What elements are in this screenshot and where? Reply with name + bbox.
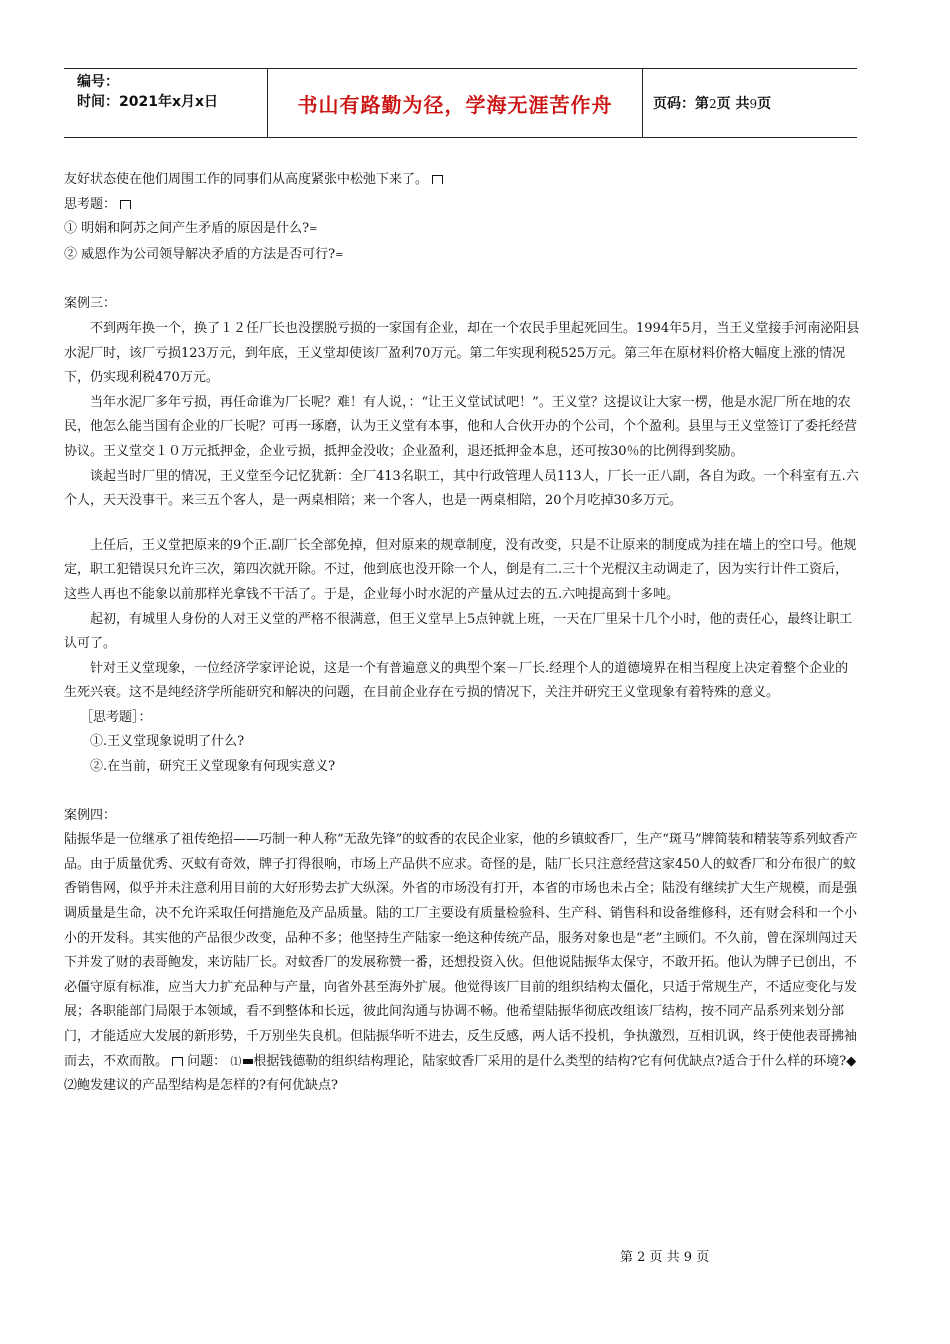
case3-question-title: ［思考题］：	[80, 709, 152, 725]
question-item: ①.王义堂现象说明了什么?	[90, 734, 245, 750]
paragraph: 友好状态使在他们周围工作的同事们从高度紧张中松弛下来了。	[64, 168, 860, 193]
paragraph-mark-icon	[172, 1057, 183, 1066]
serial-label: 编号：	[77, 74, 119, 90]
case3-title: 案例三：	[64, 296, 117, 312]
paragraph: 起初，有城里人身份的人对王义堂的严格不很满意，但王义堂早上5点钟就上班，一天在厂里呆十几个小时，他的责任心，最终让职工认可了。	[64, 611, 853, 652]
paragraph: 谈起当时厂里的情况，王义堂至今记忆犹新：全厂413名职工，其中行政管理人员113人，厂长一正八副，各自为政。一个科室有五.六个人，天天没事干。来三五个客人，是一两桌相陪；来一个客人，也是一两桌相陪，20个月吃掉30多万元。	[64, 468, 859, 509]
question-item: ⑵鲍发建议的产品型结构是怎样的?有何优缺点?	[64, 1078, 338, 1094]
case4-title: 案例四：	[64, 807, 117, 823]
header-page-cell	[643, 69, 857, 137]
paragraph: 不到两年换一个，换了１２任厂长也没摆脱亏损的一家国有企业，却在一个农民手里起死回生。1994年5月，当王义堂接手河南泌阳县水泥厂时，该厂亏损123万元，到年底，王义堂却使该厂盈利70万元。第二年实现利税525万元。第三年在原材料价格大幅度上涨的情况下，仍实现利税470万元。	[64, 320, 860, 386]
question-item: ② 威恩作为公司领导解决矛盾的方法是否可行?=	[64, 246, 344, 262]
header-meta-cell	[64, 69, 268, 137]
page-footer: 第 2 页 共 9 页	[620, 1250, 710, 1265]
header-motto-cell	[268, 69, 643, 137]
paragraph: 上任后，王义堂把原来的9个正.副厂长全部免掉，但对原来的规章制度，没有改变，只是不让原来的制度成为挂在墙上的空口号。他规定，职工犯错误只允许三次，第四次就开除。不过，他到底也没开除一个人，倒是有二.三十个光棍汉主动调走了，因为实行计件工资后，这些人再也不能象以前那样光拿钱不干活了。于是，企业每小时水泥的产量从过去的五.六吨提高到十多吨。	[64, 537, 857, 602]
header-page-number: 页码：第2页 共9页	[653, 96, 772, 112]
paragraph-mark-icon	[432, 175, 443, 184]
paragraph: 当年水泥厂多年亏损，再任命谁为厂长呢？难！有人说，：“让王义堂试试吧！”。王义堂？这提议让大家一楞，他是水泥厂所在地的农民，他怎么能当国有企业的厂长呢？可再一琢磨，认为王义堂有本事，他和人合伙开办的个公司，个个盈利。县里与王义堂签订了委托经营协议。王义堂交１０万元抵押金，企业亏损，抵押金没收；企业盈利，退还抵押金本息，还可按30％的比例得到奖励。	[64, 394, 858, 459]
paragraph: 思考题：	[64, 193, 860, 218]
paragraph-mark-icon	[243, 1059, 253, 1064]
time-label: 时间：2021年x月x日	[77, 94, 219, 110]
paragraph-mark-icon	[120, 200, 131, 209]
document-body	[64, 168, 860, 1099]
paragraph: 针对王义堂现象，一位经济学家评论说，这是一个有普遍意义的典型个案－厂长.经理个人的道德境界在相当程度上决定着整个企业的生死兴衰。这不是纯经济学所能研究和解决的问题，在目前企业存在亏损的情况下，关注并研究王义堂现象有着特殊的意义。	[64, 660, 849, 701]
paragraph: 陆振华是一位继承了祖传绝招——巧制一种人称“无敌先锋”的蚊香的农民企业家，他的乡镇蚊香厂，生产“斑马”牌简装和精装等系列蚊香产品。由于质量优秀、灭蚊有奇效，牌子打得很响，市场上产品供不应求。奇怪的是，陆厂长只注意经营这家450人的蚊香厂和分布很广的蚊香销售网，似乎并未注意利用目前的大好形势去扩大纵深。外省的市场没有打开，本省的市场也未占全；陆没有继续扩大生产规模，而是强调质量是生命，决不允许采取任何措施危及产品质量。陆的工厂主要设有质量检验科、生产科、销售科和设备维修科，还有财会科和一个小小的开发科。其实他的产品很少改变，品种不多；他坚持生产陆家一绝这种传统产品，服务对象也是“老”主顾们。不久前，曾在深圳闯过天下并发了财的表哥鲍发，来访陆厂长。对蚊香厂的发展称赞一番，还想投资入伙。但他说陆振华太保守，不敢开拓。他认为牌子已创出，不必僵守原有标准，应当大力扩充品种与产量，向省外甚至海外扩展。他觉得该厂目前的组织结构太僵化，只适于常规生产，不适应变化与发展；各职能部门局限于本领域，看不到整体和长远，彼此间沟通与协调不畅。他希望陆振华彻底改组该厂结构，按不同产品系列来划分部门，才能适应大发展的新形势，千万别坐失良机。但陆振华听不进去，反生反感，两人话不投机，争执激烈，互相讥讽，终于使他表哥拂袖而去，不欢而散。 问题： ⑴ 根据钱德勒的组织结构理论，陆家蚊香厂采用的是什么类型的结构?它有何优缺点?适合于什么样的环境?◆	[64, 832, 858, 1069]
header-table	[64, 68, 857, 138]
question-item: ① 明娟和阿苏之间产生矛盾的原因是什么?=	[64, 221, 318, 237]
motto-text: 书山有路勤为径，学海无涯苦作舟	[297, 92, 613, 117]
question-item: ②.在当前，研究王义堂现象有何现实意义?	[90, 759, 336, 775]
